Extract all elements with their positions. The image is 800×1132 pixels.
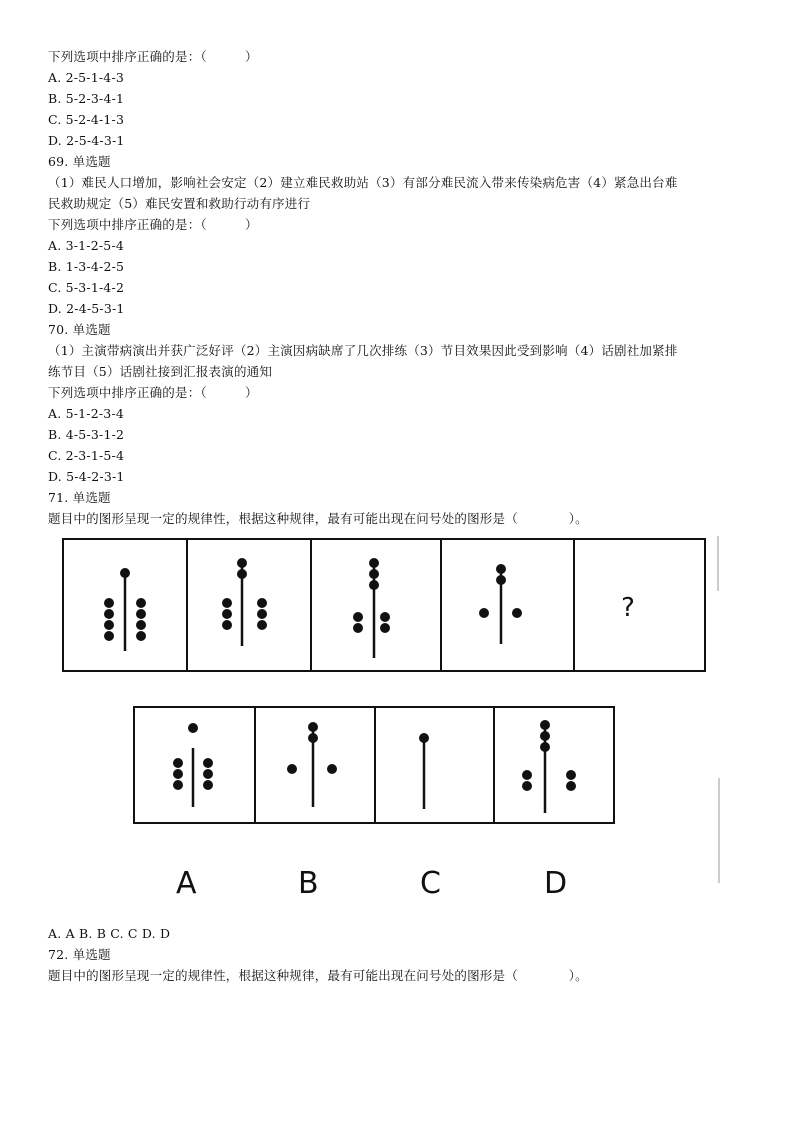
text-line: D. 2-5-4-3-1 <box>48 133 125 148</box>
text-line: 71. 单选题 <box>48 490 111 505</box>
sequence-cell-3 <box>353 558 390 658</box>
text-line: 下列选项中排序正确的是：（ ） <box>48 385 258 400</box>
sequence-frame <box>63 539 705 671</box>
text-line: A. 5-1-2-3-4 <box>48 406 125 421</box>
figure-sequence <box>60 536 730 676</box>
text-line: （1）主演带病演出并获广泛好评（2）主演因病缺席了几次排练（3）节目效果因此受到影响（4）话剧社加紧排 <box>48 343 678 358</box>
option-a-figure[interactable] <box>173 723 213 807</box>
text-line: C. 5-3-1-4-2 <box>48 280 125 295</box>
text-line: （1）难民人口增加，影响社会安定（2）建立难民救助站（3）有部分难民流入带来传染病危害（4）紧急出台难 <box>48 175 678 190</box>
text-line: B. 5-2-3-4-1 <box>48 91 125 106</box>
text-line: 练节目（5）话剧社接到汇报表演的通知 <box>48 364 273 379</box>
option-a-label: A <box>176 866 197 901</box>
text-line: 下列选项中排序正确的是：（ ） <box>48 217 258 232</box>
text-line: B. 4-5-3-1-2 <box>48 427 125 442</box>
option-b-label: B <box>298 866 319 901</box>
sequence-cell-1 <box>104 568 146 651</box>
text-line: 题目中的图形呈现一定的规律性，根据这种规律，最有可能出现在问号处的图形是（ ）。 <box>48 968 588 983</box>
text-line: 69. 单选题 <box>48 154 111 169</box>
sequence-cell-2 <box>222 558 267 646</box>
option-c-figure[interactable] <box>419 733 429 809</box>
text-line: B. 1-3-4-2-5 <box>48 259 125 274</box>
text-line: 72. 单选题 <box>48 947 111 962</box>
text-line: C. 5-2-4-1-3 <box>48 112 125 127</box>
sequence-cell-4 <box>479 564 522 644</box>
text-line: A. 2-5-1-4-3 <box>48 70 125 85</box>
text-line: D. 5-4-2-3-1 <box>48 469 125 484</box>
option-d-label: D <box>544 866 568 901</box>
text-line: A. A B. B C. C D. D <box>48 926 171 941</box>
option-c-label: C <box>420 866 441 901</box>
option-d-figure[interactable] <box>522 720 576 813</box>
text-line: A. 3-1-2-5-4 <box>48 238 125 253</box>
text-line: 70. 单选题 <box>48 322 111 337</box>
text-line: 下列选项中排序正确的是：（ ） <box>48 49 258 64</box>
option-b-figure[interactable] <box>287 722 337 807</box>
text-line: D. 2-4-5-3-1 <box>48 301 125 316</box>
text-line: 民救助规定（5）难民安置和救助行动有序进行 <box>48 196 311 211</box>
question-mark: ? <box>621 593 635 623</box>
text-line: 题目中的图形呈现一定的规律性，根据这种规律，最有可能出现在问号处的图形是（ ）。 <box>48 511 588 526</box>
text-line: C. 2-3-1-5-4 <box>48 448 125 463</box>
